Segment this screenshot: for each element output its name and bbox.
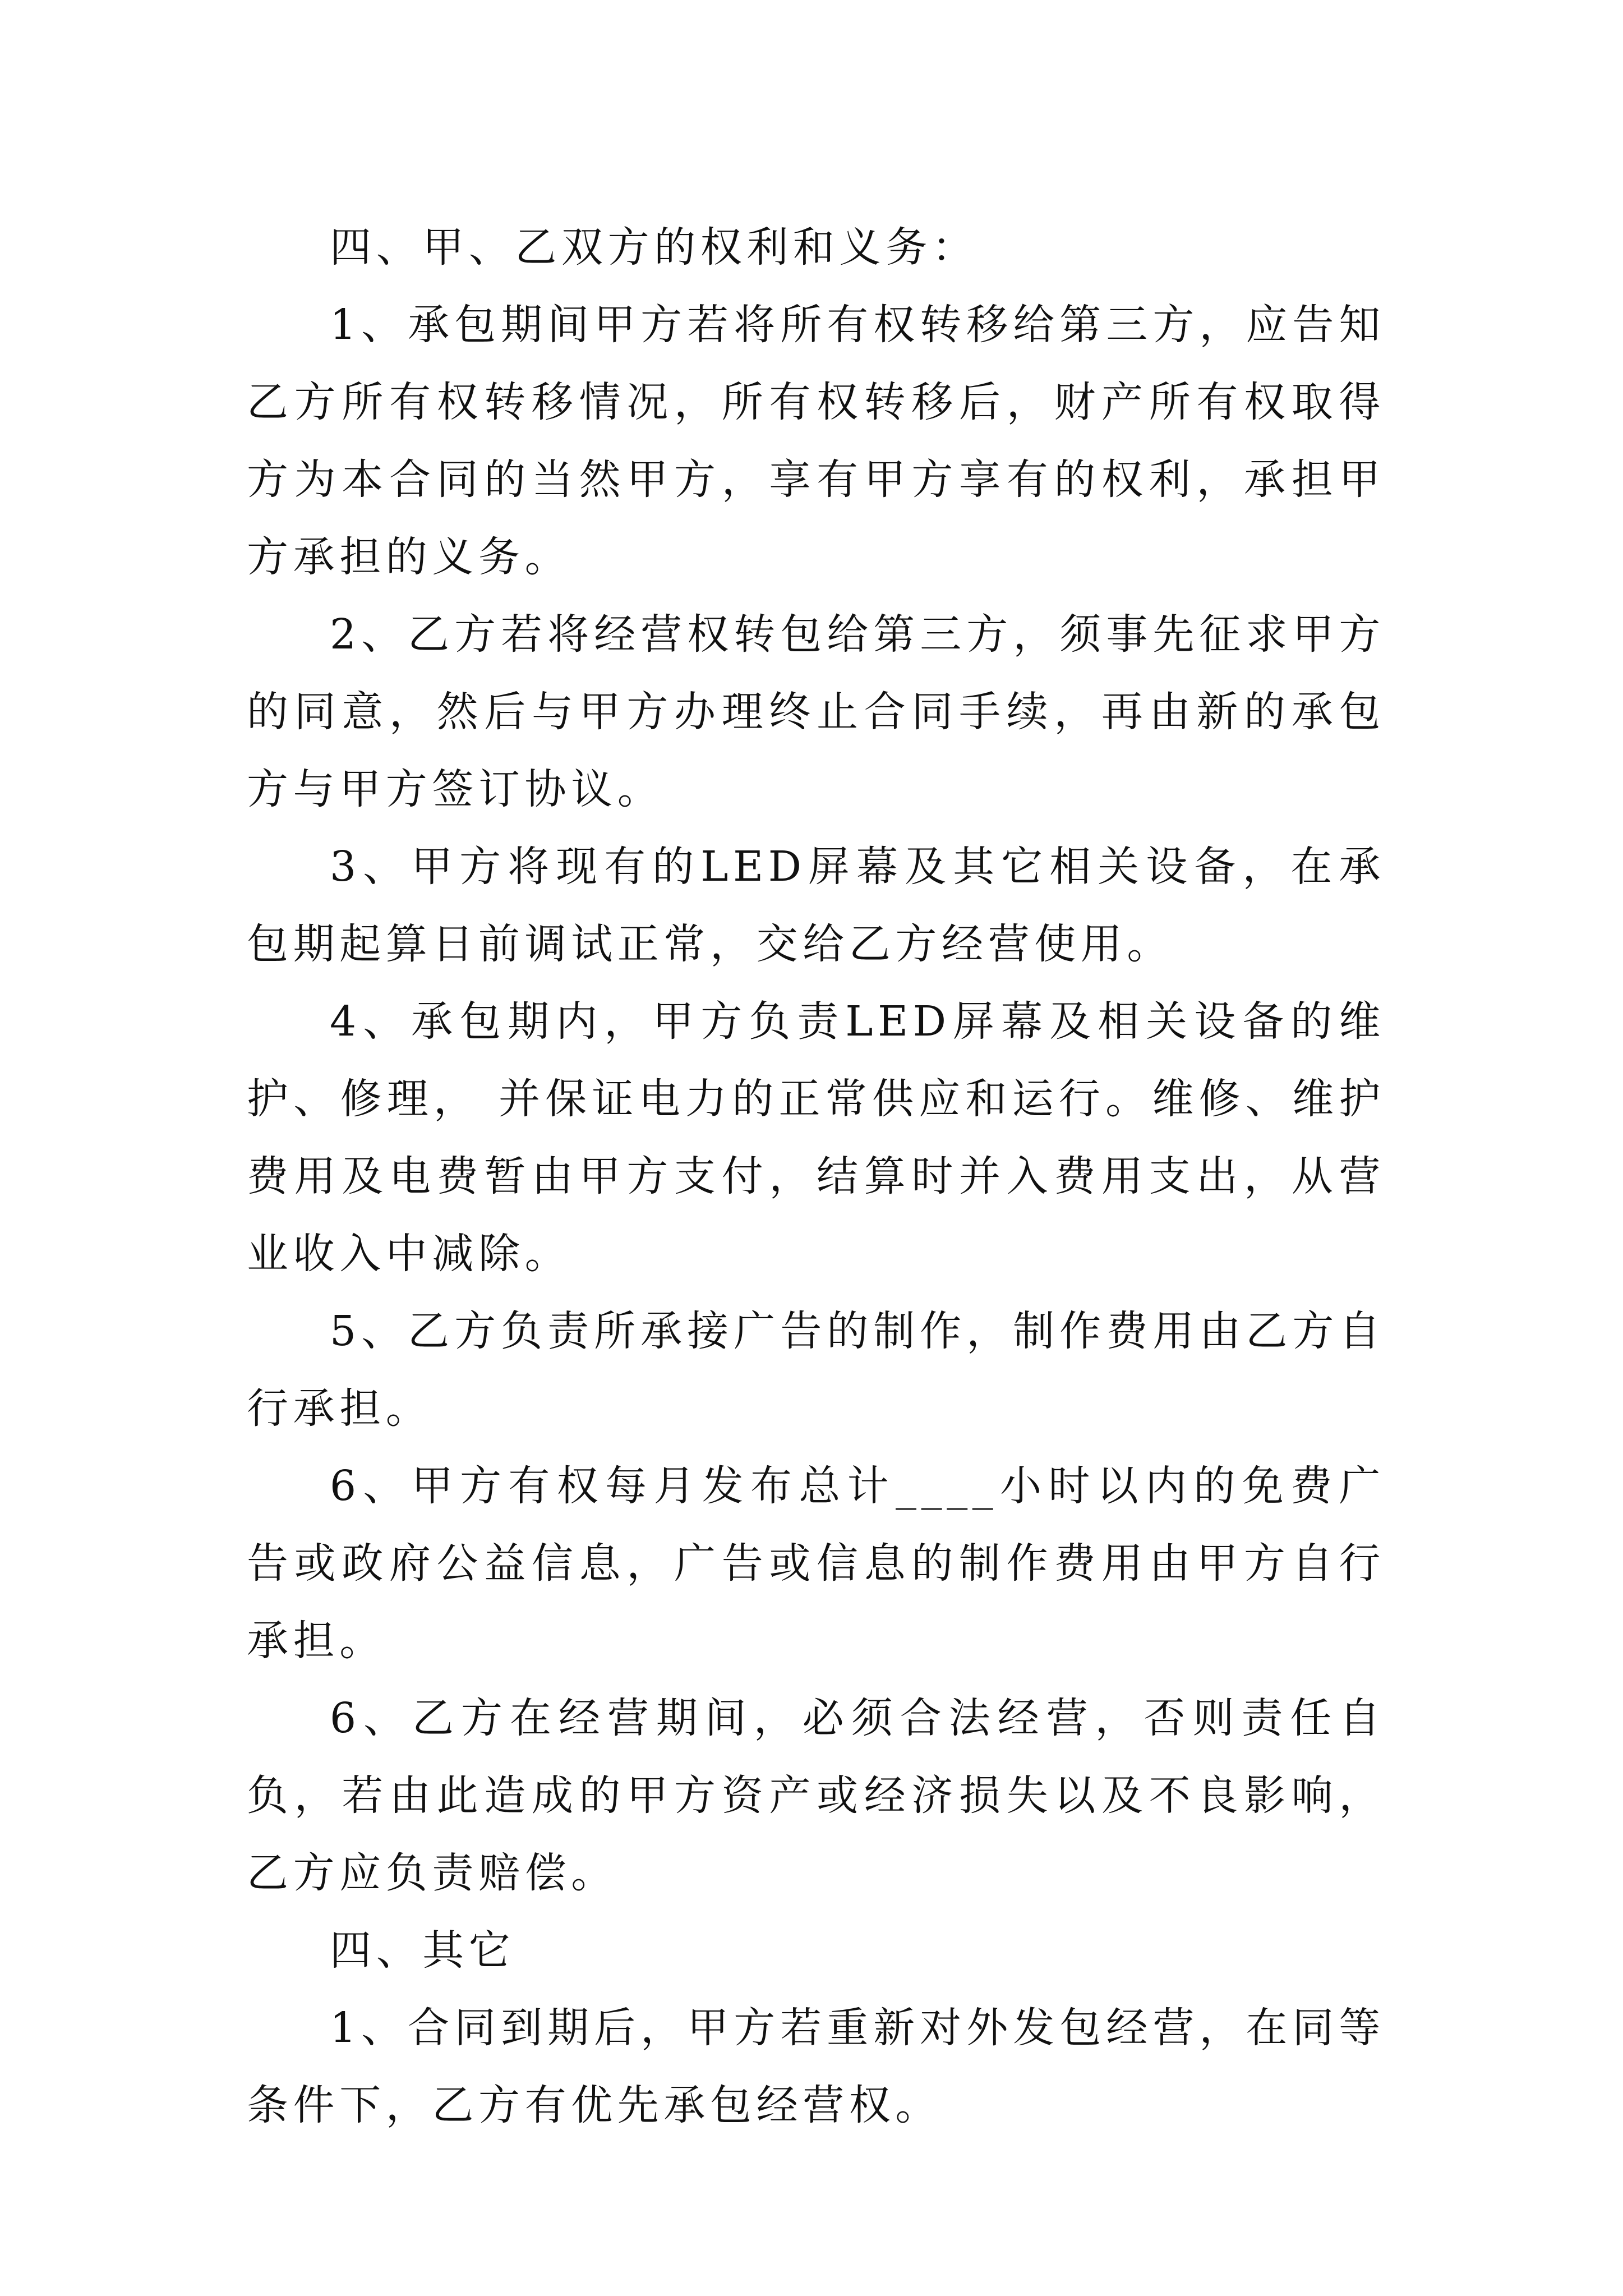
section-heading-rights-obligations: 四、甲、乙双方的权利和义务： [330, 223, 979, 272]
section-heading-other: 四、其它 [330, 1926, 515, 1975]
clause-paragraph: 3、甲方将现有的LED屏幕及其它相关设备，在承包期起算日前调试正常，交给乙方经营使用。 [247, 843, 1385, 968]
clause-paragraph: 2、乙方若将经营权转包给第三方，须事先征求甲方的同意，然后与甲方办理终止合同手续，再由新的承包方与甲方签订协议。 [247, 610, 1385, 813]
clause-paragraph: 6、乙方在经营期间，必须合法经营，否则责任自负，若由此造成的甲方资产或经济损失以及不良影响，乙方应负责赔偿。 [247, 1694, 1385, 1897]
clause-paragraph: 6、甲方有权每月发布总计____小时以内的免费广告或政府公益信息，广告或信息的制作费用由甲方自行承担。 [247, 1462, 1385, 1665]
document-body [247, 209, 1385, 2144]
clause-paragraph: 5、乙方负责所承接广告的制作，制作费用由乙方自行承担。 [247, 1307, 1385, 1433]
clause-paragraph: 1、合同到期后，甲方若重新对外发包经营，在同等条件下，乙方有优先承包经营权。 [247, 2004, 1385, 2129]
clause-paragraph: 4、承包期内，甲方负责LED屏幕及相关设备的维护、修理， 并保证电力的正常供应和运行。维修、维护费用及电费暂由甲方支付，结算时并入费用支出，从营业收入中减除。 [247, 997, 1385, 1278]
clause-paragraph: 1、承包期间甲方若将所有权转移给第三方，应告知乙方所有权转移情况，所有权转移后，财产所有权取得方为本合同的当然甲方，享有甲方享有的权利，承担甲方承担的义务。 [247, 301, 1385, 581]
